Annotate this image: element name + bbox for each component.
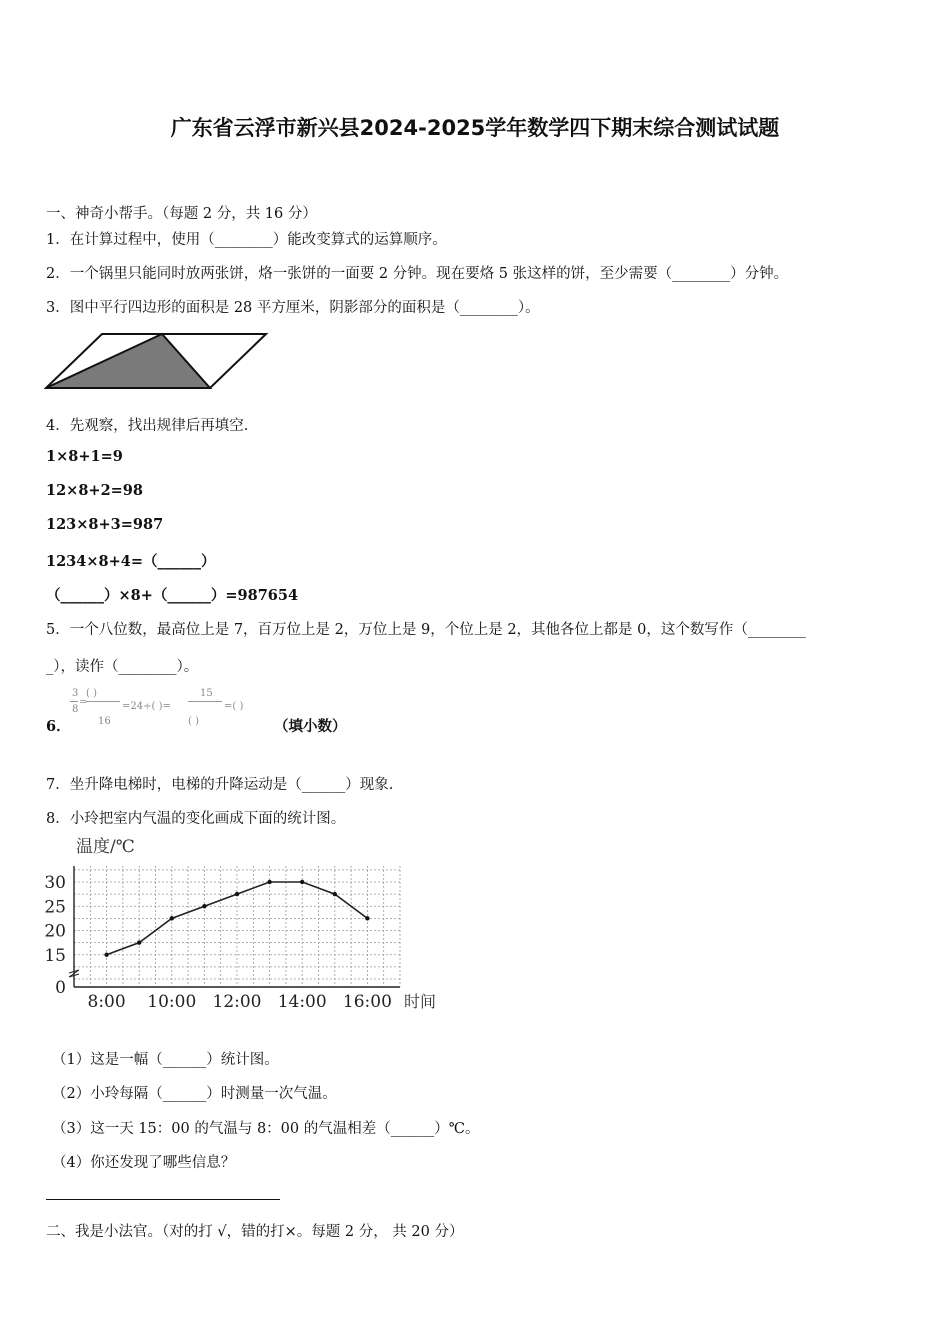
data-point [170, 916, 174, 920]
data-point [333, 892, 337, 896]
question-8-intro: 8．小玲把室内气温的变化画成下面的统计图。 [46, 811, 346, 827]
data-point [137, 940, 141, 944]
question-8-sub3: （3）这一天 15：00 的气温与 8：00 的气温相差（______）℃。 [52, 1121, 480, 1137]
question-5-line2: _），读作（________）。 [46, 659, 199, 675]
question-7: 7．坐升降电梯时，电梯的升降运动是（______）现象. [46, 777, 394, 793]
frac2-numerator: ( ) [86, 688, 97, 699]
question-1: 1．在计算过程中，使用（________）能改变算式的运算顺序。 [46, 232, 447, 248]
pattern-line-1: 1×8+1=9 [46, 448, 123, 465]
question-3: 3．图中平行四边形的面积是 28 平方厘米，阴影部分的面积是（________）。 [46, 300, 540, 316]
chart-y-label: 温度/℃ [76, 837, 135, 857]
x-tick-label: 10:00 [147, 992, 197, 1012]
data-point [267, 880, 271, 884]
frac2-denominator: 16 [98, 716, 111, 727]
pattern-line-4: 1234×8+4=（______） [46, 553, 216, 570]
answer-line [46, 1199, 280, 1200]
question-6-suffix: （填小数） [274, 718, 347, 735]
data-point [365, 916, 369, 920]
y-tick-label: 30 [44, 873, 66, 893]
question-6-number: 6． [46, 718, 71, 735]
data-point [235, 892, 239, 896]
decimal-blank: =( ) [224, 701, 244, 712]
page-title: 广东省云浮市新兴县2024-2025学年数学四下期末综合测试试题 [170, 116, 780, 140]
section2-header: 二、我是小法官。（对的打 √，错的打×。每题 2 分， 共 20 分） [46, 1224, 464, 1240]
question-8-sub1: （1）这是一幅（______）统计图。 [52, 1052, 279, 1068]
y-tick-label: 20 [44, 921, 66, 942]
chart-x-ticks [88, 992, 392, 1012]
frac1-bar [70, 701, 78, 702]
question-2: 2．一个锅里只能同时放两张饼，烙一张饼的一面要 2 分钟。现在要烙 5 张这样的饼，至少需要（________）分钟。 [46, 266, 789, 282]
frac2-bar [86, 701, 120, 702]
question-5-line1: 5．一个八位数，最高位上是 7，百万位上是 2，万位上是 9，个位上是 2，其他各位上都是 0，这个数写作（________ [46, 622, 806, 638]
question-8-sub4: （4）你还发现了哪些信息？ [52, 1155, 236, 1171]
pattern-line-5: （______）×8+（______）=987654 [46, 587, 299, 604]
fraction-equation [70, 688, 270, 730]
frac3-numerator: 15 [200, 688, 213, 699]
x-tick-label: 12:00 [212, 992, 262, 1012]
pattern-line-2: 12×8+2=98 [46, 482, 143, 499]
pattern-line-3: 123×8+3=987 [46, 516, 164, 533]
frac1-denominator: 8 [72, 704, 79, 715]
question-4-intro: 4．先观察，找出规律后再填空. [46, 418, 249, 434]
axis-break-mark [69, 970, 79, 977]
x-tick-label: 8:00 [87, 992, 126, 1012]
question-8-sub2: （2）小玲每隔（______）时测量一次气温。 [52, 1086, 337, 1102]
frac1-numerator: 3 [72, 688, 79, 699]
section1-header: 一、神奇小帮手。（每题 2 分，共 16 分） [46, 206, 317, 222]
parallelogram-figure [44, 330, 270, 392]
chart-x-label: 时间 [404, 992, 437, 1011]
chart-y-ticks [44, 873, 66, 998]
equals-1: = [79, 697, 88, 708]
shaded-triangle [46, 334, 210, 388]
data-point [202, 904, 206, 908]
chart-grid [74, 866, 400, 987]
frac3-bar [188, 701, 222, 702]
y-tick-label: 25 [44, 897, 66, 918]
temperature-line-chart [40, 832, 450, 1017]
data-point [104, 953, 108, 957]
division-part: =24÷( )= [122, 701, 171, 712]
chart-axes [69, 866, 400, 987]
frac3-denominator: ( ) [188, 716, 199, 727]
y-tick-label: 0 [55, 978, 66, 998]
x-tick-label: 14:00 [277, 992, 327, 1012]
y-tick-label: 15 [44, 945, 66, 966]
x-tick-label: 16:00 [342, 992, 392, 1012]
data-point [300, 880, 304, 884]
